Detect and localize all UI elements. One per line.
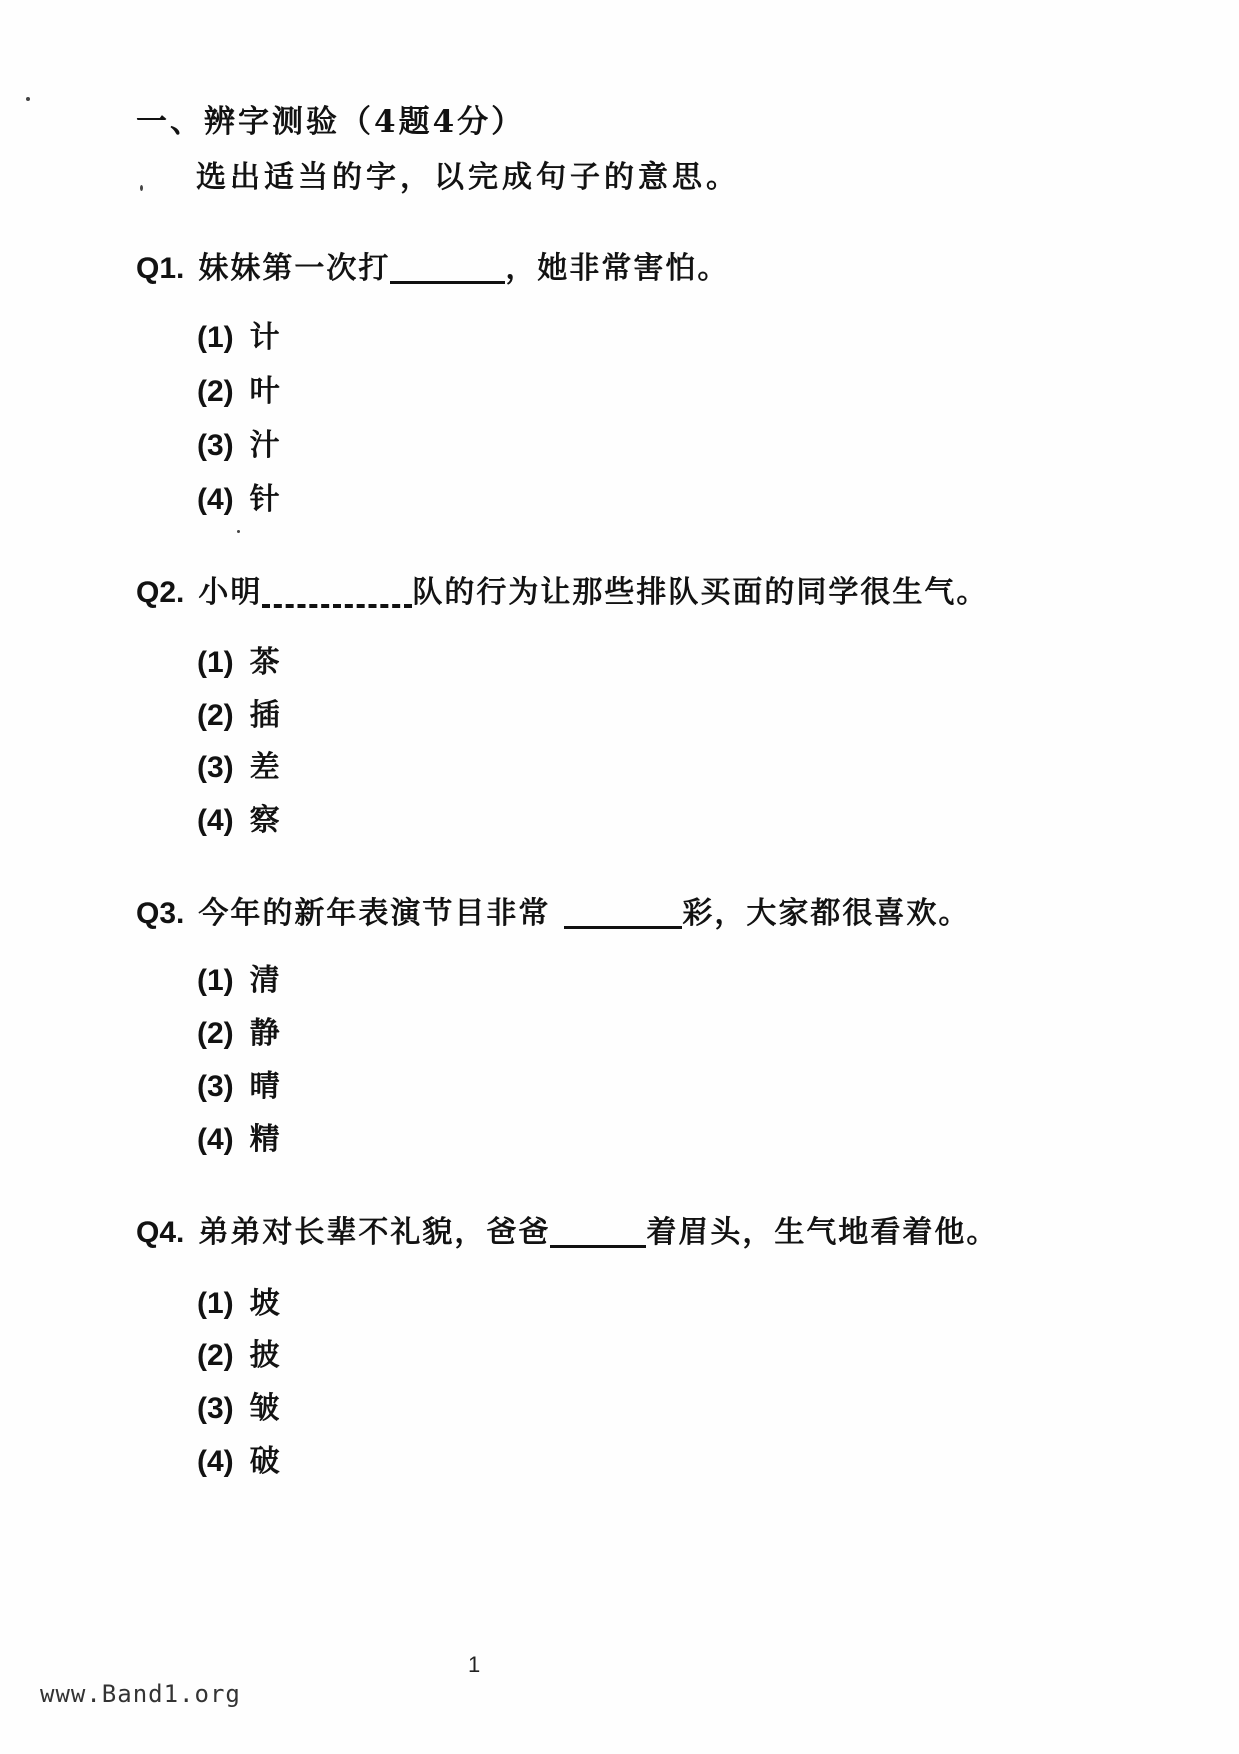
option-character: 静 — [249, 1016, 280, 1051]
scan-speck — [26, 97, 30, 101]
option-label: (1) — [197, 321, 234, 354]
question-3 — [136, 888, 970, 932]
question-1 — [136, 243, 729, 287]
option-character: 汁 — [249, 428, 280, 463]
option-character: 皱 — [249, 1391, 280, 1426]
option-label: (3) — [197, 1392, 234, 1425]
scan-speck — [237, 530, 240, 533]
question-1-pre-text: 妹妹第一次打 — [198, 251, 391, 286]
option-row — [197, 312, 280, 356]
question-4-number: Q4. — [136, 1216, 185, 1249]
option-character: 针 — [249, 482, 280, 517]
question-1-post-text: ，她非常害怕。 — [505, 251, 730, 286]
option-row — [197, 637, 280, 681]
question-2-number: Q2. — [136, 576, 185, 609]
question-4-pre-text: 弟弟对长辈不礼貌，爸爸 — [198, 1215, 551, 1250]
option-label: (1) — [197, 646, 234, 679]
option-row — [197, 955, 280, 999]
scan-speck — [140, 185, 143, 191]
option-label: (2) — [197, 699, 234, 732]
option-row — [197, 1436, 280, 1480]
question-2-post-text: 队的行为让那些排队买面的同学很生气。 — [412, 575, 989, 610]
option-label: (4) — [197, 804, 234, 837]
question-4 — [136, 1207, 998, 1251]
option-row — [197, 420, 280, 464]
question-3-pre-text: 今年的新年表演节目非常 — [198, 896, 551, 931]
option-character: 计 — [249, 320, 280, 355]
option-label: (3) — [197, 429, 234, 462]
question-2 — [136, 567, 988, 611]
option-character: 精 — [249, 1122, 280, 1157]
option-character: 披 — [249, 1338, 280, 1373]
option-row — [197, 1008, 280, 1052]
answer-blank — [564, 895, 682, 929]
question-3-post-text: 彩，大家都很喜欢。 — [682, 896, 971, 931]
section-title: 一、辨字测验（4题4分） — [136, 104, 526, 140]
question-3-number: Q3. — [136, 897, 185, 930]
question-4-post-text: 着眉头，生气地看着他。 — [646, 1215, 999, 1250]
option-row — [197, 1278, 280, 1322]
question-2-pre-text: 小明 — [198, 575, 263, 610]
option-row — [197, 1114, 280, 1158]
option-character: 茶 — [249, 645, 280, 680]
option-label: (3) — [197, 751, 234, 784]
option-label: (2) — [197, 1339, 234, 1372]
answer-blank — [390, 250, 505, 284]
option-label: (1) — [197, 1287, 234, 1320]
option-character: 破 — [249, 1444, 280, 1479]
instruction-text: 选出适当的字，以完成句子的意思。 — [196, 160, 740, 195]
option-character: 晴 — [249, 1069, 280, 1104]
option-character: 插 — [249, 698, 280, 733]
option-character: 叶 — [249, 374, 280, 409]
option-label: (4) — [197, 1445, 234, 1478]
option-row — [197, 1330, 280, 1374]
option-label: (1) — [197, 964, 234, 997]
option-row — [197, 795, 280, 839]
option-label: (2) — [197, 1017, 234, 1050]
option-row — [197, 474, 280, 518]
option-label: (4) — [197, 1123, 234, 1156]
question-1-number: Q1. — [136, 252, 185, 285]
option-character: 坡 — [249, 1286, 280, 1321]
option-character: 差 — [249, 750, 280, 785]
option-label: (2) — [197, 375, 234, 408]
option-character: 察 — [249, 803, 280, 838]
option-row — [197, 1061, 280, 1105]
option-row — [197, 690, 280, 734]
option-row — [197, 742, 280, 786]
option-row — [197, 1383, 280, 1427]
option-label: (3) — [197, 1070, 234, 1103]
answer-blank — [550, 1214, 646, 1248]
answer-blank — [262, 574, 412, 608]
source-watermark: www.Band1.org — [40, 1680, 241, 1708]
option-character: 清 — [249, 963, 280, 998]
option-row — [197, 366, 280, 410]
option-label: (4) — [197, 483, 234, 516]
page-number: 1 — [468, 1652, 481, 1677]
